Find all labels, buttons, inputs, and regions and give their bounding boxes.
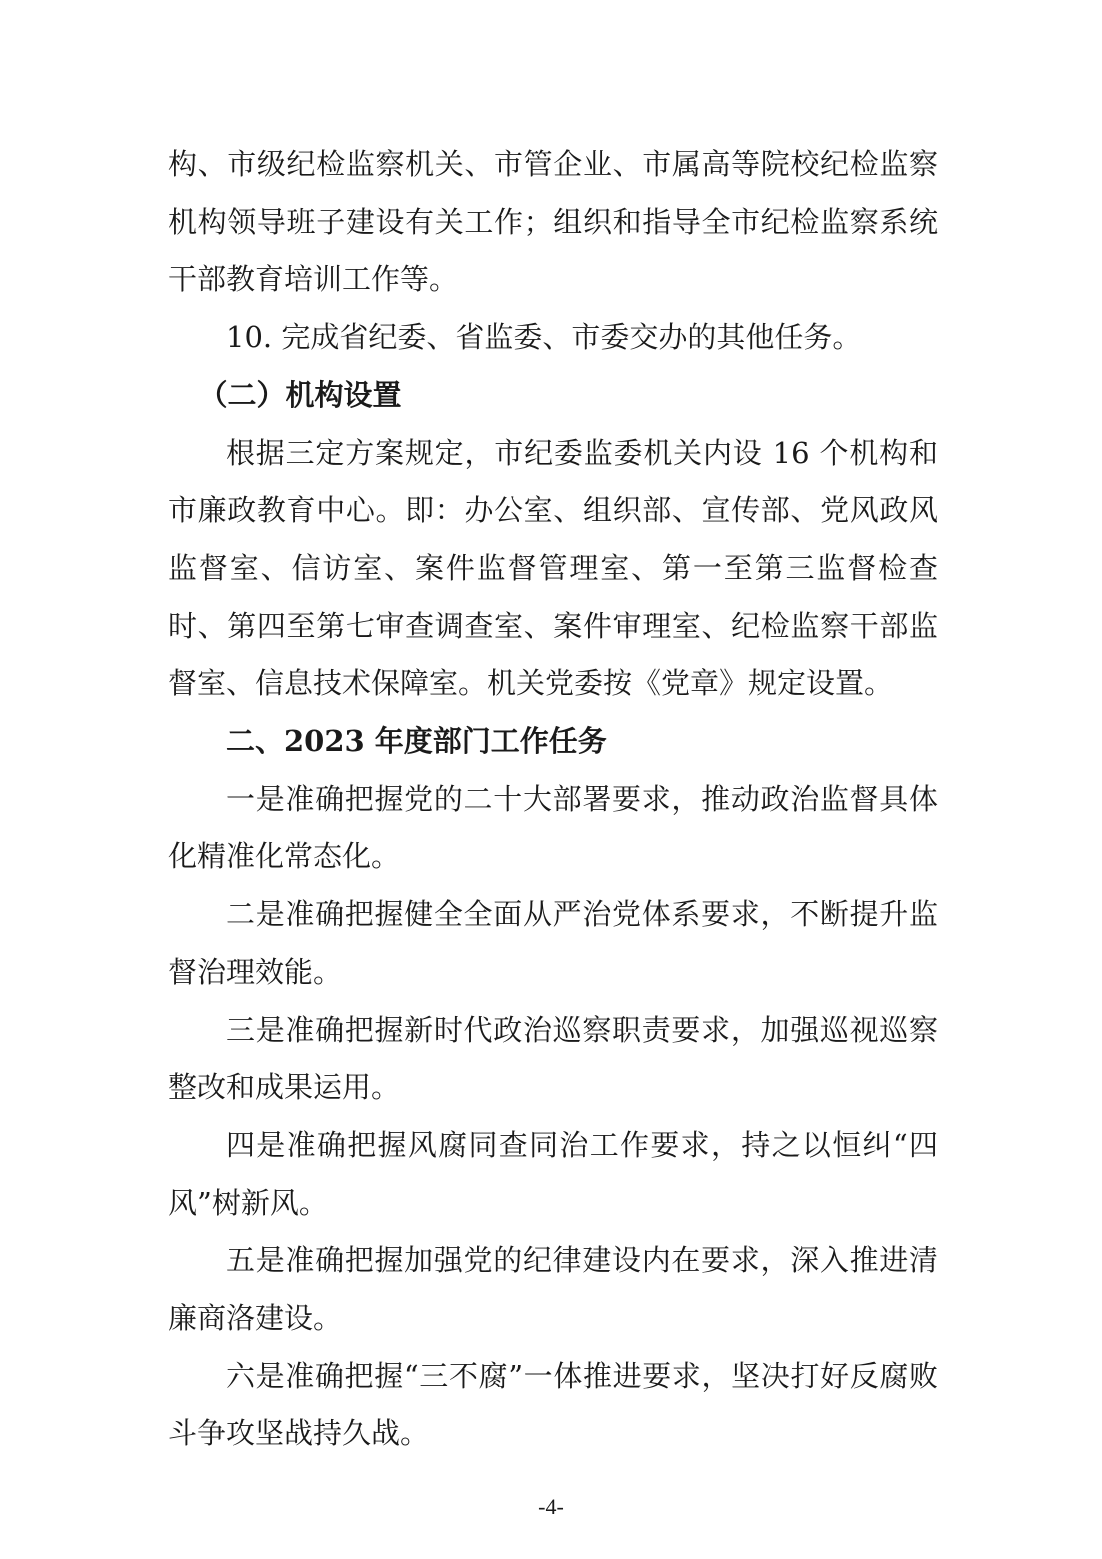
paragraph-duty-10: 10. 完成省纪委、省监委、市委交办的其他任务。 <box>226 320 862 355</box>
body-text <box>168 136 938 1463</box>
paragraph-task-3: 三是准确把握新时代政治巡察职责要求，加强巡视巡察整改和成果运用。 <box>168 1012 938 1105</box>
paragraph-task-1: 一是准确把握党的二十大部署要求，推动政治监督具体化精准化常态化。 <box>168 781 938 874</box>
paragraph-task-6: 六是准确把握“三不腐”一体推进要求，坚决打好反腐败斗争攻坚战持久战。 <box>168 1358 938 1451</box>
paragraph-task-5: 五是准确把握加强党的纪律建设内在要求，深入推进清廉商洛建设。 <box>168 1243 938 1336</box>
page-number: -4- <box>538 1494 564 1519</box>
section-heading-2023-tasks: 二、2023 年度部门工作任务 <box>226 724 607 759</box>
section-heading-organization: （二）机构设置 <box>198 377 402 412</box>
paragraph-task-2: 二是准确把握健全全面从严治党体系要求，不断提升监督治理效能。 <box>168 897 938 989</box>
paragraph-duties-continued: 构、市级纪检监察机关、市管企业、市属高等院校纪检监察机构领导班子建设有关工作；组织和指导全市纪检监察系统干部教育培训工作等。 <box>168 147 938 297</box>
paragraph-task-4: 四是准确把握风腐同查同治工作要求，持之以恒纠“四风”树新风。 <box>168 1127 938 1220</box>
paragraph-organization: 根据三定方案规定，市纪委监委机关内设 16 个机构和市廉政教育中心。即：办公室、组织部、宣传部、党风政风监督室、信访室、案件监督管理室、第一至第三监督检查时、第四至第七审查调查室、案件审理室、纪检监察干部监督室、信息技术保障室。机关党委按《党章》规定设置。 <box>168 435 938 701</box>
